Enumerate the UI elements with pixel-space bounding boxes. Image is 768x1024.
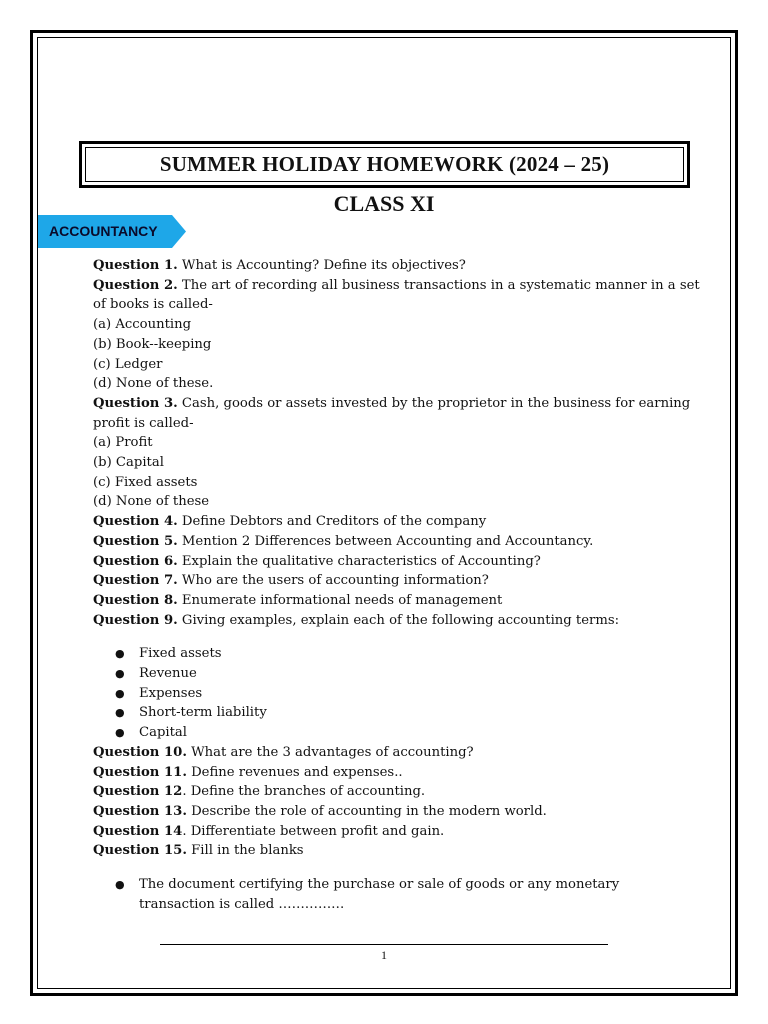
question-label: Question 10. (93, 744, 187, 760)
question-line (93, 276, 700, 296)
question-label: Question 12 (93, 784, 183, 800)
question-line (93, 394, 693, 414)
class-heading: CLASS XI (333, 191, 435, 216)
question-text: Giving examples, explain each of the following accounting terms: (177, 612, 620, 628)
question-line (93, 591, 693, 611)
question-text: The art of recording all business transactions in a systematic manner in a set (177, 277, 700, 293)
question-text-line (93, 453, 693, 473)
question-text: (c) Fixed assets (93, 474, 198, 490)
term-item (93, 684, 693, 704)
term-text: Revenue (139, 666, 197, 682)
question-label: Question 1. (93, 258, 178, 273)
question-label: Question 3. (93, 395, 178, 411)
question-label: Question 5. (93, 533, 178, 549)
question-text: Cash, goods or assets invested by the proprietor in the business for earning (177, 395, 691, 411)
title-box-inner (85, 147, 684, 182)
term-text: Capital (139, 725, 187, 741)
question-label: Question 9. (93, 612, 178, 628)
terms-list (93, 644, 693, 743)
term-text: Fixed assets (139, 646, 222, 662)
question-text: (b) Capital (93, 455, 164, 471)
bullet-icon: ● (115, 667, 125, 681)
question-text-line (93, 295, 693, 315)
question-line (93, 743, 693, 763)
question-label: Question 13. (93, 803, 187, 819)
question-list (93, 256, 700, 915)
question-text-line (93, 335, 693, 355)
term-item (93, 723, 693, 743)
term-item (93, 644, 693, 664)
question-text: (b) Book--keeping (93, 336, 212, 352)
question-text: (a) Accounting (93, 317, 192, 333)
question-text: What is Accounting? Define its objectives? (177, 258, 466, 273)
question-text: Enumerate informational needs of management (177, 592, 503, 608)
fill-blank-line: The document certifying the purchase or sale of goods or any monetary (139, 877, 620, 893)
question-label: Question 8. (93, 592, 178, 608)
bullet-icon: ● (115, 878, 125, 892)
term-item (93, 664, 693, 684)
question-label: Question 7. (93, 573, 178, 589)
question-text-line (93, 414, 693, 434)
question-text-line (93, 355, 693, 375)
question-text: Mention 2 Differences between Accounting and Accountancy. (177, 533, 594, 549)
question-line (93, 822, 693, 842)
question-line (93, 552, 693, 572)
subject-label: ACCOUNTANCY (49, 223, 158, 239)
question-label: Question 2. (93, 277, 178, 293)
bullet-icon: ● (115, 647, 125, 661)
term-item (93, 703, 693, 723)
question-line (93, 763, 693, 783)
question-label: Question 14 (93, 823, 183, 839)
question-text: (c) Ledger (93, 356, 163, 372)
question-text: (d) None of these. (93, 376, 214, 392)
question-text-line (93, 473, 693, 493)
question-text: of books is called- (93, 297, 213, 313)
question-text: . Differentiate between profit and gain. (182, 823, 445, 839)
question-text: Define revenues and expenses.. (186, 764, 403, 780)
question-label: Question 11. (93, 764, 187, 780)
question-text-line (93, 315, 693, 335)
subject-tag (38, 215, 186, 248)
bullet-icon: ● (115, 706, 125, 720)
question-line (93, 802, 693, 822)
term-text: Short-term liability (139, 705, 267, 721)
question-text: . Define the branches of accounting. (182, 784, 426, 800)
question-line (93, 841, 693, 861)
question-text: Who are the users of accounting information? (177, 573, 489, 589)
question-text-line (93, 433, 693, 453)
question-text: Describe the role of accounting in the modern world. (186, 803, 547, 819)
question-line (93, 782, 693, 802)
term-text: Expenses (139, 685, 203, 701)
question-line (93, 512, 693, 532)
document-title: SUMMER HOLIDAY HOMEWORK (2024 – 25) (159, 152, 610, 176)
bullet-icon: ● (115, 726, 125, 740)
question-text: What are the 3 advantages of accounting? (186, 744, 474, 760)
question-text: Fill in the blanks (186, 843, 304, 859)
fill-blank-line: transaction is called …………… (139, 896, 345, 912)
question-line (93, 256, 693, 276)
question-text: (a) Profit (93, 435, 153, 451)
question-text: Define Debtors and Creditors of the company (177, 514, 487, 530)
question-line (93, 611, 693, 631)
page-number: 1 (381, 948, 387, 962)
question-line (93, 571, 693, 591)
question-label: Question 6. (93, 553, 178, 569)
question-line (93, 532, 693, 552)
question-text-line (93, 492, 693, 512)
question-label: Question 4. (93, 514, 178, 530)
question-label: Question 15. (93, 843, 187, 859)
question-text: profit is called- (93, 415, 194, 431)
fill-blank-item (93, 875, 693, 914)
bullet-icon: ● (115, 686, 125, 700)
footer-rule (160, 944, 608, 945)
question-text: (d) None of these (93, 494, 210, 510)
question-text: Explain the qualitative characteristics of Accounting? (177, 553, 541, 569)
question-text-line (93, 374, 693, 394)
